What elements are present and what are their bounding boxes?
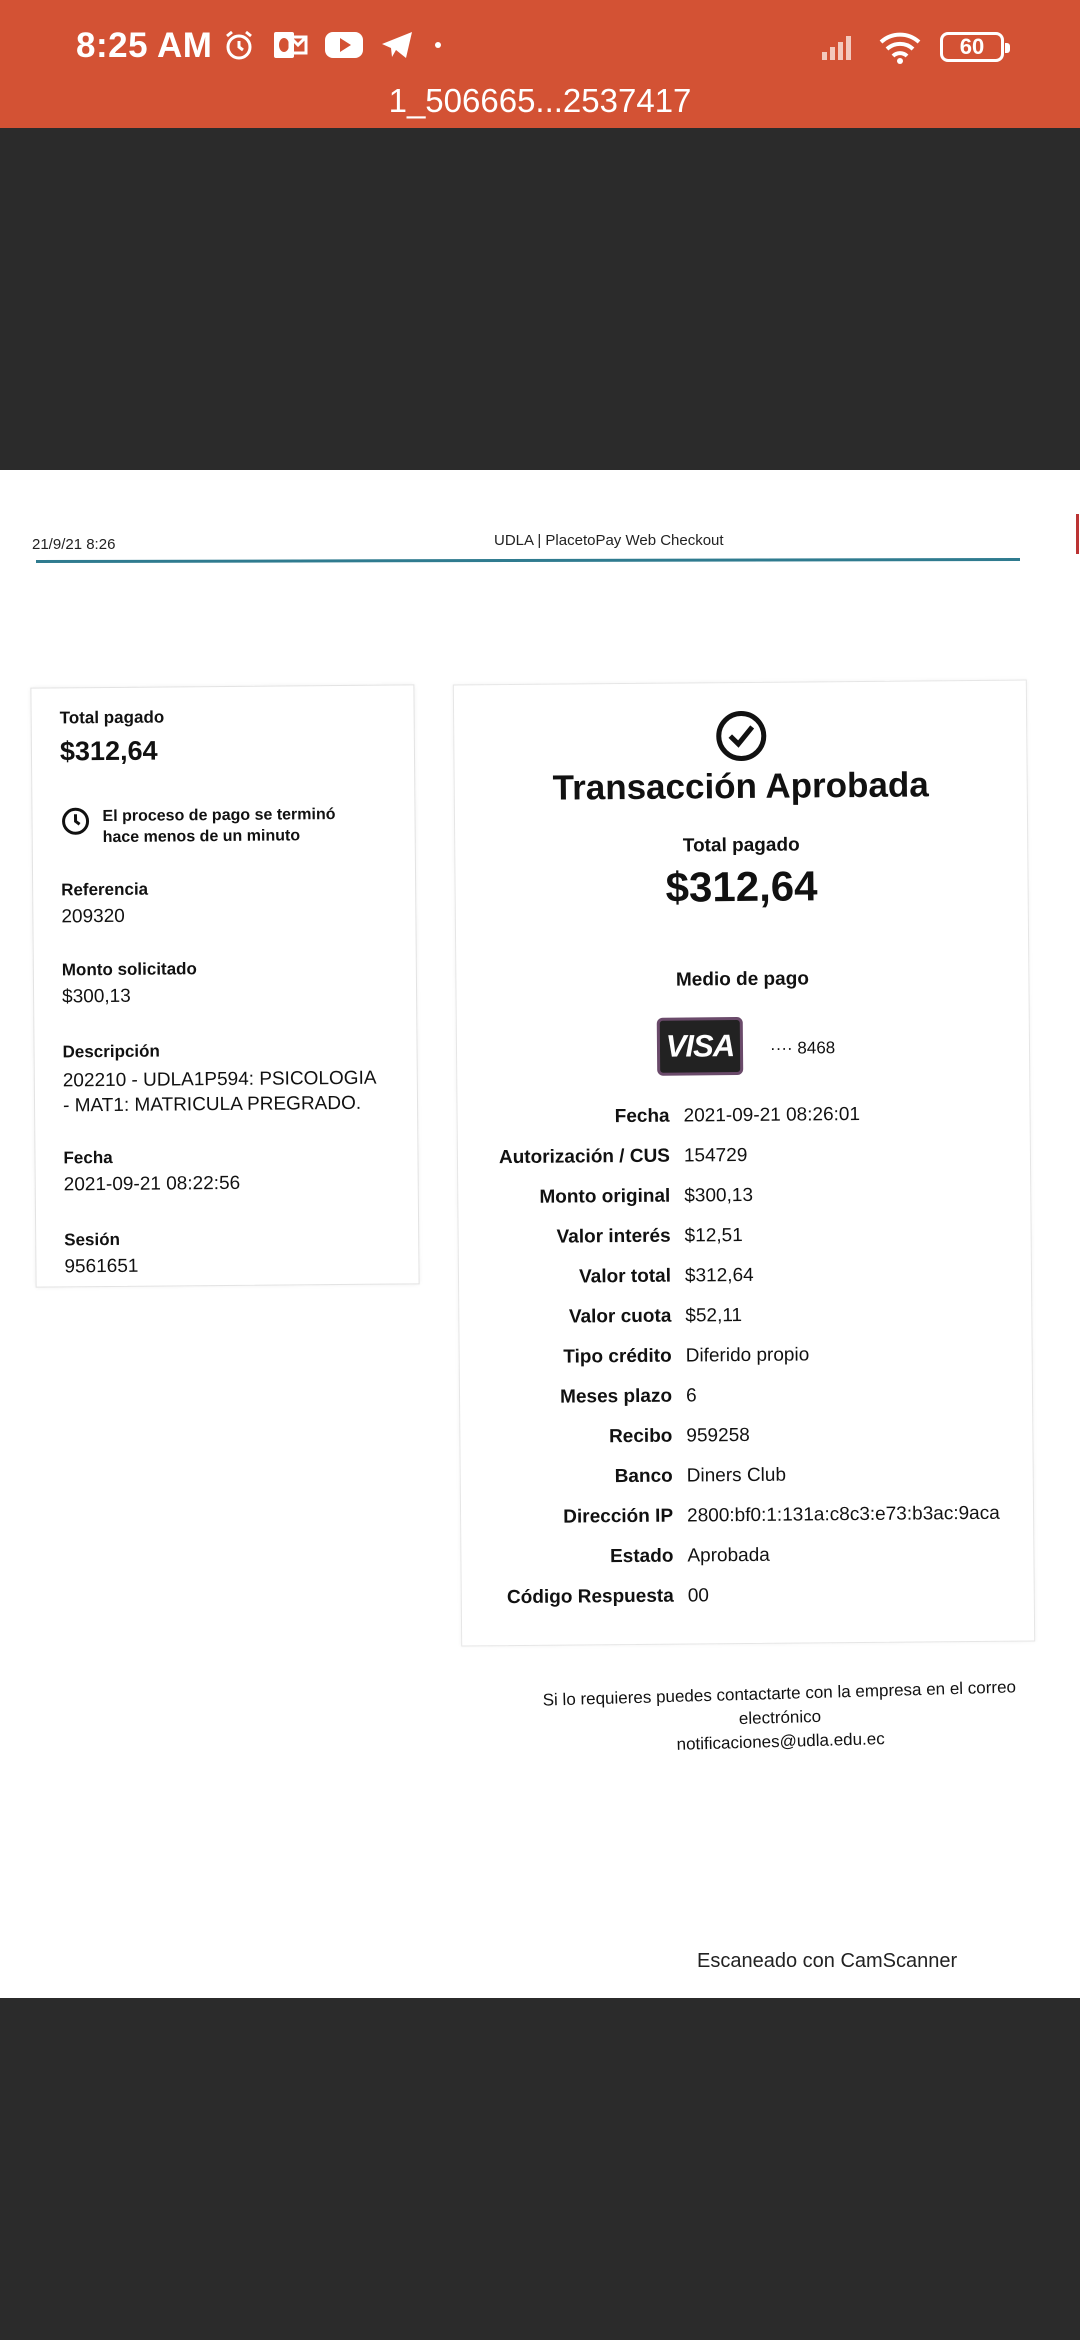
fecha-field bbox=[63, 1147, 240, 1197]
monto-value: $300,13 bbox=[61, 985, 131, 1008]
time-notice bbox=[60, 804, 372, 849]
system-icons bbox=[820, 30, 1004, 64]
detail-key: Meses plazo bbox=[560, 1385, 673, 1408]
detail-key: Banco bbox=[614, 1465, 673, 1488]
detail-value: $12,51 bbox=[684, 1225, 743, 1247]
doc-header-divider bbox=[36, 558, 1020, 563]
sesion-label: Sesión bbox=[64, 1229, 121, 1250]
detail-row bbox=[461, 1462, 1080, 1488]
detail-key: Autorización / CUS bbox=[498, 1145, 671, 1169]
detail-value: Diferido propio bbox=[685, 1344, 810, 1367]
detail-key: Código Respuesta bbox=[506, 1585, 674, 1609]
outlook-icon bbox=[272, 29, 308, 61]
sesion-field bbox=[64, 1230, 138, 1279]
detail-key: Valor cuota bbox=[568, 1305, 672, 1328]
doc-header-date: 21/9/21 8:26 bbox=[32, 536, 116, 553]
detail-key: Dirección IP bbox=[563, 1505, 674, 1528]
detail-value: $300,13 bbox=[684, 1184, 754, 1207]
detail-key: Tipo crédito bbox=[563, 1345, 672, 1368]
descripcion-label: Descripción bbox=[62, 1041, 160, 1062]
descripcion-value: 202210 - UDLA1P594: PSICOLOGIA - MAT1: MATRICULA PREGRADO. bbox=[62, 1067, 376, 1117]
detail-value: $312,64 bbox=[684, 1264, 754, 1287]
clock-icon bbox=[60, 806, 90, 836]
alarm-icon bbox=[222, 28, 256, 62]
contact-note bbox=[509, 1674, 1051, 1761]
time-notice-text: El proceso de pago se terminó hace menos de un minuto bbox=[102, 806, 336, 847]
referencia-label: Referencia bbox=[61, 879, 149, 900]
edge-mark bbox=[1076, 514, 1079, 554]
detail-value: Diners Club bbox=[686, 1464, 787, 1487]
wifi-icon bbox=[878, 30, 922, 64]
status-time: 8:25 AM bbox=[76, 26, 213, 65]
doc-header-title: UDLA | PlacetoPay Web Checkout bbox=[494, 532, 724, 549]
dot-icon bbox=[430, 37, 446, 53]
detail-row bbox=[460, 1342, 1080, 1368]
battery-icon bbox=[940, 32, 1004, 62]
detail-value: 154729 bbox=[683, 1144, 748, 1167]
detail-key: Valor total bbox=[579, 1265, 672, 1288]
scanned-document[interactable] bbox=[0, 470, 1080, 1998]
detail-row bbox=[458, 1142, 1080, 1169]
signal-icon bbox=[820, 32, 860, 62]
battery-level: 60 bbox=[959, 34, 985, 59]
detail-row bbox=[460, 1382, 1080, 1408]
file-title[interactable]: 1_506665...2537417 bbox=[388, 82, 692, 119]
visa-logo-icon bbox=[657, 1017, 744, 1076]
detail-value: 2021-09-21 08:26:01 bbox=[683, 1103, 861, 1127]
notification-icons bbox=[222, 28, 446, 62]
card-last-digits: ···· 8468 bbox=[769, 1038, 836, 1058]
descripcion-field bbox=[62, 1040, 383, 1119]
sesion-value: 9561651 bbox=[64, 1255, 139, 1278]
detail-key: Recibo bbox=[608, 1425, 673, 1448]
transaction-total-value: $312,64 bbox=[665, 862, 818, 911]
detail-row bbox=[459, 1262, 1080, 1288]
summary-total-label: Total pagado bbox=[59, 707, 165, 728]
telegram-icon bbox=[380, 29, 414, 61]
transaction-card bbox=[453, 680, 1035, 1647]
check-circle-icon bbox=[716, 711, 766, 761]
camscanner-watermark: Escaneado con CamScanner bbox=[697, 1950, 958, 1972]
transaction-title: Transacción Aprobada bbox=[552, 765, 929, 808]
detail-value: Aprobada bbox=[687, 1544, 770, 1567]
detail-row bbox=[458, 1182, 1080, 1208]
detail-key: Valor interés bbox=[556, 1225, 671, 1248]
monto-label: Monto solicitado bbox=[61, 959, 197, 980]
payment-summary-card bbox=[30, 684, 419, 1287]
transaction-total-label: Total pagado bbox=[682, 834, 800, 857]
detail-value: 2800:bf0:1:131a:c8c3:e73:b3ac:9aca bbox=[686, 1502, 1000, 1527]
fecha-value: 2021-09-21 08:22:56 bbox=[63, 1172, 241, 1196]
detail-value: $52,11 bbox=[685, 1305, 743, 1327]
contact-email: notificaciones@udla.edu.ec bbox=[676, 1729, 885, 1754]
detail-row bbox=[461, 1542, 1080, 1568]
referencia-value: 209320 bbox=[61, 905, 125, 928]
detail-value: 959258 bbox=[686, 1424, 750, 1447]
detail-key: Monto original bbox=[539, 1185, 671, 1208]
youtube-icon bbox=[324, 30, 364, 60]
fecha-label: Fecha bbox=[63, 1147, 113, 1168]
contact-note-line1: Si lo requieres puedes contactarte con la empresa en el correo electrónico bbox=[542, 1677, 1017, 1729]
monto-field bbox=[62, 959, 197, 1008]
detail-row bbox=[460, 1422, 1080, 1448]
detail-key: Fecha bbox=[614, 1105, 670, 1128]
detail-key: Estado bbox=[609, 1545, 674, 1568]
summary-total-value: $312,64 bbox=[59, 735, 158, 767]
top-bar bbox=[0, 0, 1080, 128]
detail-row bbox=[461, 1502, 1080, 1528]
detail-row bbox=[459, 1222, 1080, 1248]
detail-value: 6 bbox=[685, 1385, 697, 1407]
detail-row bbox=[459, 1302, 1080, 1328]
detail-row bbox=[458, 1102, 1080, 1128]
referencia-field bbox=[61, 880, 148, 929]
detail-value: 00 bbox=[687, 1585, 710, 1607]
payment-method-label: Medio de pago bbox=[675, 968, 809, 991]
card-brand: VISA bbox=[665, 1028, 735, 1064]
summary-total bbox=[60, 708, 165, 768]
detail-row bbox=[462, 1582, 1080, 1609]
